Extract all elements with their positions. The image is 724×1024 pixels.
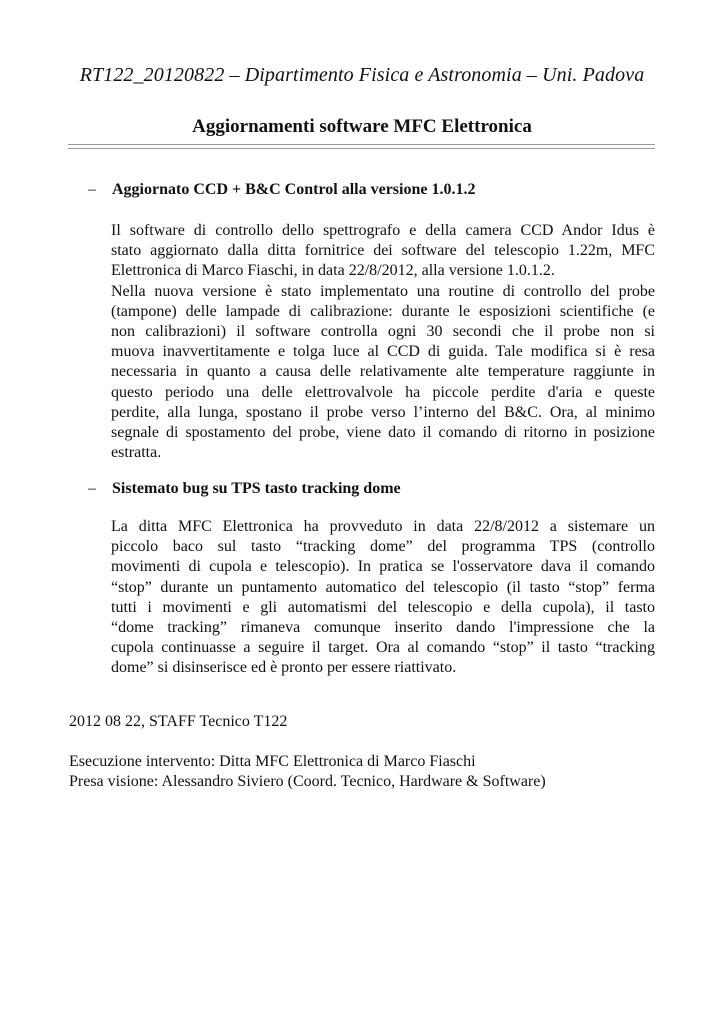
paragraph-line: estratta. (111, 444, 162, 462)
section-heading-row (0, 181, 724, 205)
paragraph-line: muova inavvertitamente e tolga luce al CCD di guida. Tale modifica si è resa (111, 343, 655, 361)
paragraph-line: Il software di controllo dello spettrografo e della camera CCD Andor Idus è (111, 222, 655, 239)
bullet-dash: – (88, 480, 96, 497)
paragraph-line: perdite, alla lunga, spostano il probe verso l’interno del B&C. Ora, al minimo (111, 403, 655, 421)
paragraph-line: Nella nuova versione è stato implementato una routine di controllo del probe (111, 282, 655, 300)
section-tps-paragraph (111, 517, 655, 679)
execution-line: Esecuzione intervento: Ditta MFC Elettronica di Marco Fiaschi (69, 753, 476, 770)
section-heading-row (0, 480, 724, 504)
section-heading: Sistemato bug su TPS tasto tracking dome (112, 480, 401, 497)
paragraph-line: “dome tracking” rimaneva comunque inserito dando l'impressione che la (111, 619, 655, 637)
paragraph-line: necessaria in quanto a causa delle relativamente alte temperature raggiunte in (111, 363, 655, 381)
paragraph-line: questo periodo una delle elettrovalvole ha piccole perdite d'aria e queste (111, 383, 655, 401)
bullet-dash: – (88, 181, 96, 198)
title-double-rule (68, 144, 655, 149)
paragraph-line: piccolo baco sul tasto “tracking dome” del programma TPS (controllo (111, 538, 655, 556)
paragraph-line: tutti i movimenti e gli automatismi del telescopio e della cupola), il tasto (111, 598, 655, 616)
paragraph-line: stato aggiornato dalla ditta fornitrice dei software del telescopio 1.22m, MFC (111, 242, 655, 260)
section-ccd-paragraph (111, 221, 655, 463)
paragraph-line: segnale di spostamento del probe, viene dato il comando di ritorno in posizione (111, 424, 655, 442)
section-tps-bugfix (0, 480, 724, 504)
running-header: RT122_20120822 – Dipartimento Fisica e Astronomia – Uni. Padova (79, 64, 645, 86)
paragraph-line: (tampone) delle lampade di calibrazione: durante le esposizioni scientifiche (e (111, 302, 655, 320)
paragraph-line: dome” si disinserisce ed è pronto per essere riattivato. (111, 659, 457, 677)
paragraph-line: non calibrazioni) il software controlla ogni 30 secondi che il probe non si (111, 323, 655, 341)
paragraph-line: Elettronica di Marco Fiaschi, in data 22/8/2012, alla versione 1.0.1.2. (111, 262, 555, 280)
paragraph-line: La ditta MFC Elettronica ha provveduto in data 22/8/2012 a sistemare un (111, 518, 655, 535)
date-staff-line: 2012 08 22, STAFF Tecnico T122 (69, 713, 288, 730)
paragraph-line: movimenti di cupola e telescopio). In pratica se l'osservatore dava il comando (111, 558, 655, 576)
paragraph-line: “stop” durante un puntamento automatico del telescopio (il tasto “stop” ferma (111, 578, 655, 596)
review-line: Presa visione: Alessandro Siviero (Coord. Tecnico, Hardware & Software) (69, 773, 546, 790)
section-ccd-update (0, 181, 724, 205)
paragraph-line: cupola continuasse a seguire il target. Ora al comando “stop” il tasto “tracking (111, 639, 655, 657)
document-title: Aggiornamenti software MFC Elettronica (192, 116, 532, 137)
section-heading: Aggiornato CCD + B&C Control alla versione 1.0.1.2 (112, 181, 476, 198)
